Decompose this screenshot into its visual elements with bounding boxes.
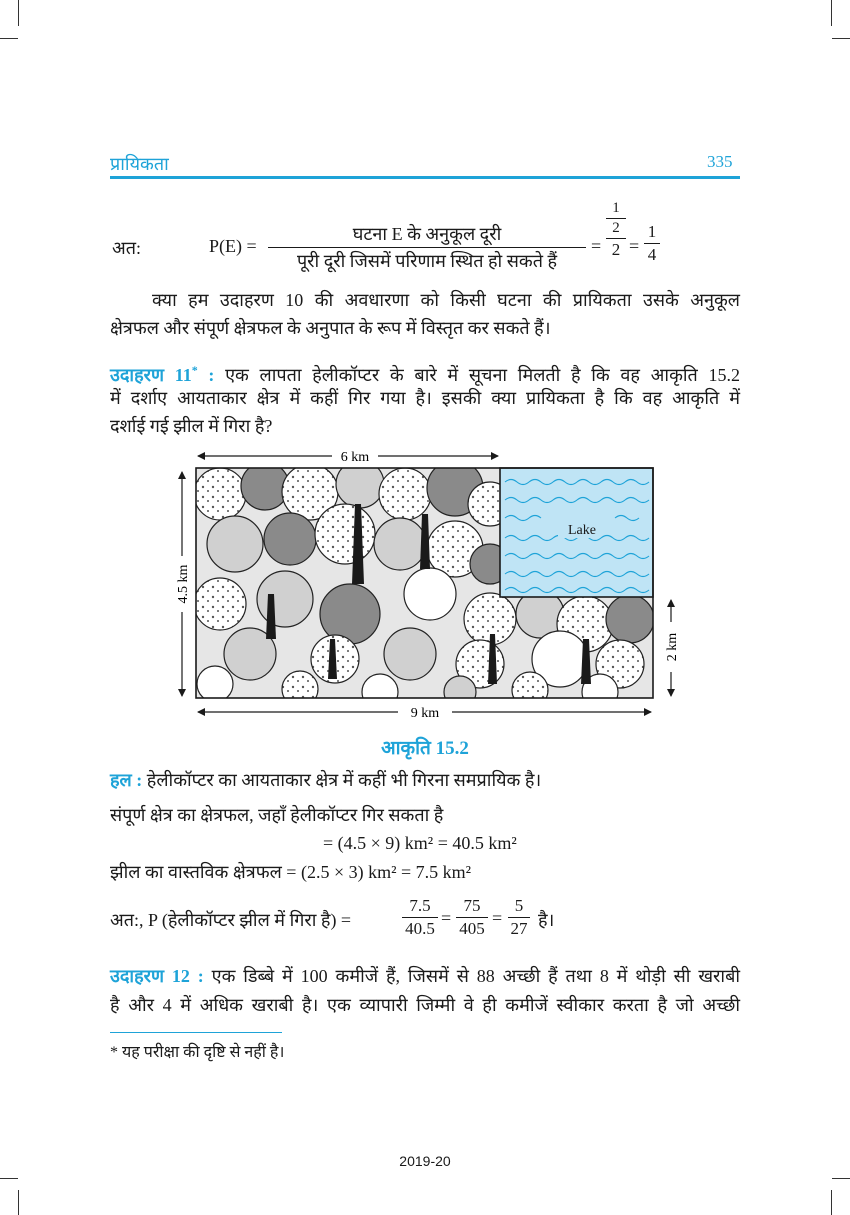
page-number: 335 <box>707 152 733 171</box>
paragraph-line: क्या हम उदाहरण 10 की अवधारणा को किसी घटना की प्रायिकता उसके अनुकूल <box>152 290 740 310</box>
chapter-title: प्रायिकता <box>110 154 169 174</box>
fraction-denominator: 27 <box>510 919 528 938</box>
fraction-bar <box>606 218 626 219</box>
solution-line: = (4.5 × 9) km² = 40.5 km² <box>323 833 517 853</box>
solution-line: संपूर्ण क्षेत्र का क्षेत्रफल, जहाँ हेलीकॉप्टर गिर सकता है <box>110 805 444 825</box>
fraction-bar <box>606 238 626 239</box>
result-tail: है। <box>538 910 555 930</box>
crop-mark <box>832 1178 850 1179</box>
page-footer: 2019-20 <box>399 1153 451 1169</box>
equals-sign: = <box>629 236 640 256</box>
crop-mark <box>831 1190 832 1215</box>
fraction-denominator: पूरी दूरी जिसमें परिणाम स्थित हो सकते हैं <box>296 251 558 271</box>
example-text: एक लापता हेलीकॉप्टर के बारे में सूचना मिलती है कि वह आकृति 15.2 <box>214 365 740 385</box>
footnote: * यह परीक्षा की दृष्टि से नहीं है। <box>110 1044 285 1061</box>
result-denominator: 4 <box>647 245 657 264</box>
fraction-numerator: 75 <box>463 896 481 915</box>
fraction-numerator: 5 <box>514 896 524 915</box>
fraction-bar <box>508 917 530 918</box>
fraction-numerator: घटना E के अनुकूल दूरी <box>352 224 502 244</box>
half-fraction <box>606 200 626 237</box>
fraction-bar <box>644 243 660 244</box>
figure-helicopter-region <box>160 444 690 726</box>
fraction-bar <box>456 917 488 918</box>
footnote-star: * <box>191 363 198 377</box>
formula-main-fraction <box>268 222 586 273</box>
fraction-75-over-405 <box>456 896 488 939</box>
fraction-7-5-over-40-5 <box>402 896 438 939</box>
footnote-rule <box>110 1032 282 1033</box>
lake-label: Lake <box>568 523 596 538</box>
example-label: उदाहरण 11 <box>110 365 192 385</box>
example-label: उदाहरण 12 : <box>110 966 204 986</box>
example-11-line: में दर्शाए आयताकार क्षेत्र में कहीं गिर गया है। इसकी क्या प्रायिकता है कि वह आकृति में <box>110 388 740 408</box>
solution-label: हल : <box>110 770 143 790</box>
solution-line <box>110 766 740 794</box>
equals-sign: = <box>492 908 503 928</box>
crop-mark <box>18 0 19 26</box>
result-numerator: 1 <box>647 222 657 241</box>
formula-lhs: P(E) = <box>209 236 257 256</box>
solution-line: झील का वास्तविक क्षेत्रफल = (2.5 × 3) km² = 7.5 km² <box>110 862 472 882</box>
figure-caption: आकृति 15.2 <box>381 738 469 759</box>
example-colon: : <box>197 365 215 385</box>
left-dimension-label: 4.5 km <box>176 564 191 604</box>
equals-sign: = <box>591 236 602 256</box>
result-fraction <box>644 222 660 265</box>
bottom-dimension-label: 9 km <box>410 706 440 721</box>
example-11-line: दर्शाई गई झील में गिरा है? <box>110 416 273 436</box>
crop-mark <box>18 1190 19 1215</box>
example-text: एक डिब्बे में 100 कमीजें हैं, जिसमें से 88 अच्छी हैं तथा 8 में थोड़ी सी खराबी <box>203 966 741 986</box>
right-dimension-label: 2 km <box>665 632 680 662</box>
header-rule <box>110 176 740 179</box>
fraction-numerator: 7.5 <box>409 896 431 915</box>
compound-fraction <box>606 200 626 260</box>
half-numerator: 1 <box>612 200 620 216</box>
equals-sign: = <box>441 908 452 928</box>
solution-text: हेलीकॉप्टर का आयताकार क्षेत्र में कहीं भी गिरना समप्रायिक है। <box>142 770 542 790</box>
top-dimension-label: 6 km <box>340 450 370 465</box>
crop-mark <box>0 1178 18 1179</box>
half-denominator: 2 <box>612 220 620 236</box>
crop-mark <box>831 0 832 26</box>
fraction-bar <box>268 247 586 248</box>
probability-lhs: अत:, P (हेलीकॉप्टर झील में गिरा है) = <box>110 910 352 930</box>
example-12-line: है और 4 में अधिक खराबी है। एक व्यापारी जिम्मी वे ही कमीजें स्वीकार करता है जो अच्छी <box>110 995 740 1015</box>
formula-label: अत: <box>112 238 142 258</box>
fraction-denominator: 40.5 <box>405 919 435 938</box>
fraction-denominator: 405 <box>459 919 485 938</box>
fraction-bar <box>402 917 438 918</box>
crop-mark <box>832 38 850 39</box>
lake-region <box>500 468 653 597</box>
example-12-line <box>110 962 740 990</box>
paragraph-line: क्षेत्रफल और संपूर्ण क्षेत्रफल के अनुपात के रूप में विस्तृत कर सकते हैं। <box>110 318 551 338</box>
compound-denominator: 2 <box>611 240 621 259</box>
crop-mark <box>0 38 18 39</box>
fraction-5-over-27 <box>508 896 530 939</box>
